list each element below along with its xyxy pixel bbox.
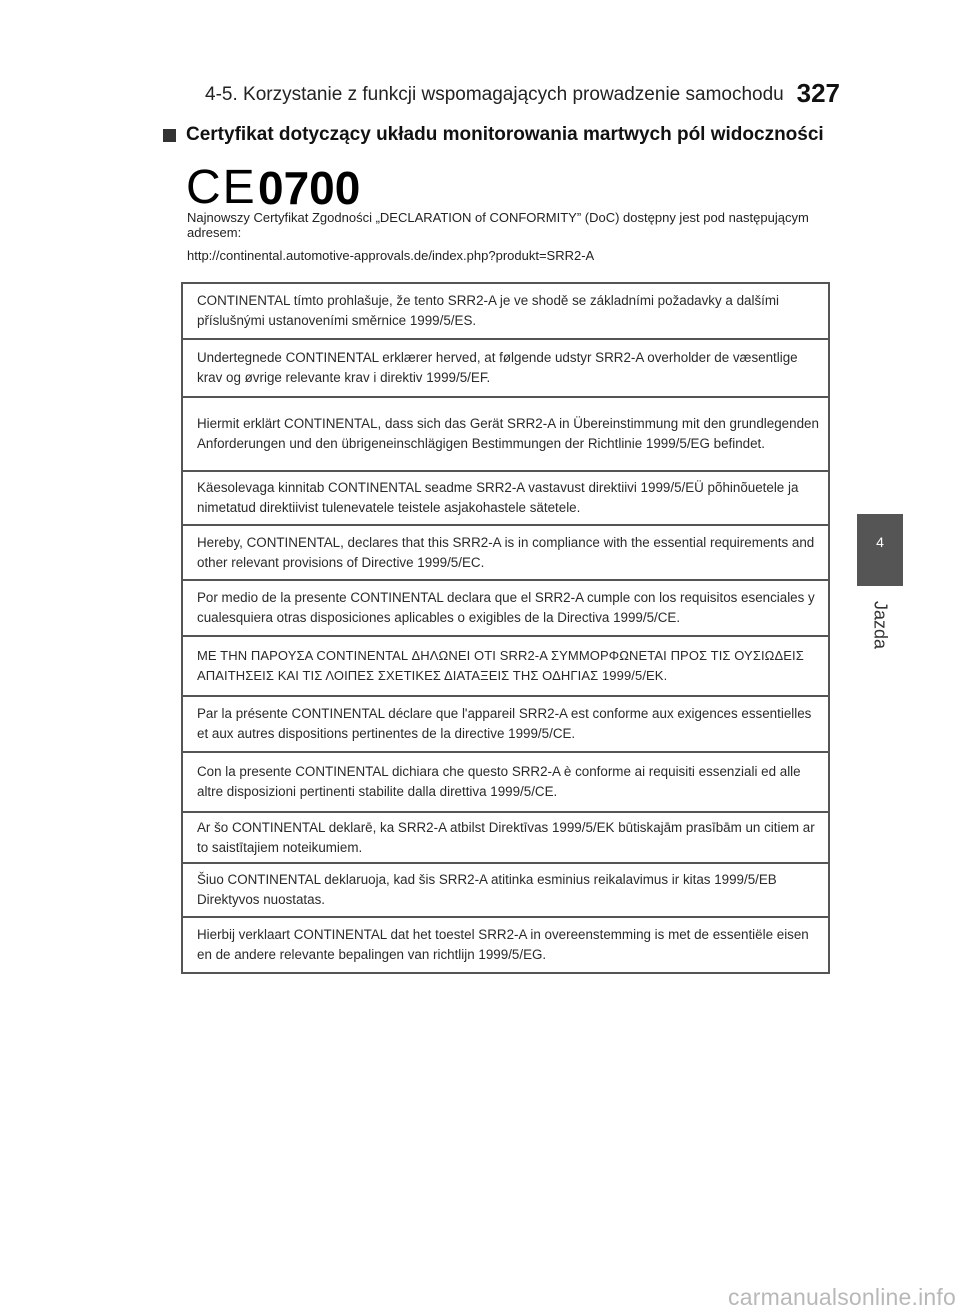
chapter-label [860,590,900,660]
header-title: 4-5. Korzystanie z funkcji wspomagających prowadzenie samochodu [205,84,784,105]
declaration-row-nl: Hierbij verklaart CONTINENTAL dat het toestel SRR2-A in overeenstemming is met de essentiële eisen en de andere relevante bepalingen van richtlijn 1999/5/EG. [183,916,828,972]
watermark: carmanualsonline.info [728,1284,956,1310]
declaration-row-el: ΜΕ ΤΗΝ ΠΑΡΟΥΣΑ CONTINENTAL ΔΗΛΩΝΕΙ ΟΤΙ SRR2-A ΣΥΜΜΟΡΦΩΝΕΤΑΙ ΠΡΟΣ ΤΙΣ ΟΥΣΙΩΔΕΙΣ ΑΠΑΙΤΗΣΕΙΣ ΚΑΙ ΤΙΣ ΛΟΙΠΕΣ ΣΧΕΤΙΚΕΣ ΔΙΑΤΑΞΕΙΣ ΤΗΣ ΟΔΗΓΙΑΣ 1999/5/ΕΚ. [183,635,828,695]
ce-mark-symbol: CE [186,161,257,212]
intro-text: Najnowszy Certyfikat Zgodności „DECLARATION of CONFORMITY” (DoC) dostępny jest pod następującym adresem: [187,210,809,240]
declaration-row-es: Por medio de la presente CONTINENTAL declara que el SRR2-A cumple con los requisitos esenciales y cualesquiera otras disposiciones aplicables o exigibles de la Directiva 1999/5/CE. [183,579,828,635]
declaration-url: http://continental.automotive-approvals.de/index.php?produkt=SRR2-A [187,248,595,263]
ce-mark-logo [186,160,366,212]
ce-mark-number: 0700 [258,162,361,212]
section-title [163,124,863,146]
declarations-table [181,282,830,974]
declaration-row-et: Käesolevaga kinnitab CONTINENTAL seadme SRR2-A vastavust direktiivi 1999/5/EÜ põhinõuetele ja nimetatud direktiivist tulenevatele teistele asjakohastele sätetele. [183,470,828,524]
declaration-row-cs: CONTINENTAL tímto prohlašuje, že tento SRR2-A je ve shodě se základními požadavky a dalšími příslušnými ustanoveními směrnice 1999/5/ES. [197,293,780,328]
declaration-row-de: Hiermit erklärt CONTINENTAL, dass sich das Gerät SRR2-A in Übereinstimmung mit den grundlegenden Anforderungen und den übrigeneinschlägigen Bestimmungen der Richtlinie 1999/5/EG befindet. [183,396,828,470]
declaration-row-fr: Par la présente CONTINENTAL déclare que l'appareil SRR2-A est conforme aux exigences essentielles et aux autres dispositions pertinentes de la directive 1999/5/CE. [183,695,828,751]
square-bullet-icon [163,129,176,142]
declaration-row-lv: Ar šo CONTINENTAL deklarē, ka SRR2-A atbilst Direktīvas 1999/5/EK būtiskajām prasībām un citiem ar to saistītajiem noteikumiem. [183,811,828,862]
chapter-label-text: Jazda [870,600,891,650]
chapter-tab [857,514,903,586]
declaration-row-en: Hereby, CONTINENTAL, declares that this SRR2-A is in compliance with the essential requirements and other relevant provisions of Directive 1999/5/EC. [183,524,828,579]
declaration-row-da: Undertegnede CONTINENTAL erklærer herved, at følgende udstyr SRR2-A overholder de væsentlige krav og øvrige relevante krav i direktiv 1999/5/EF. [183,338,828,396]
section-title-text: Certyfikat dotyczący układu monitorowania martwych pól widoczności [186,124,824,145]
declaration-row-it: Con la presente CONTINENTAL dichiara che questo SRR2-A è conforme ai requisiti essenziali ed alle altre disposizioni pertinenti stabilite dalla direttiva 1999/5/CE. [183,751,828,811]
page-header [205,80,855,110]
page-number: 327 [796,78,840,108]
declaration-row-lt: Šiuo CONTINENTAL deklaruoja, kad šis SRR2-A atitinka esminius reikalavimus ir kitas 1999/5/EB Direktyvos nuostatas. [183,862,828,916]
chapter-number: 4 [876,534,884,550]
